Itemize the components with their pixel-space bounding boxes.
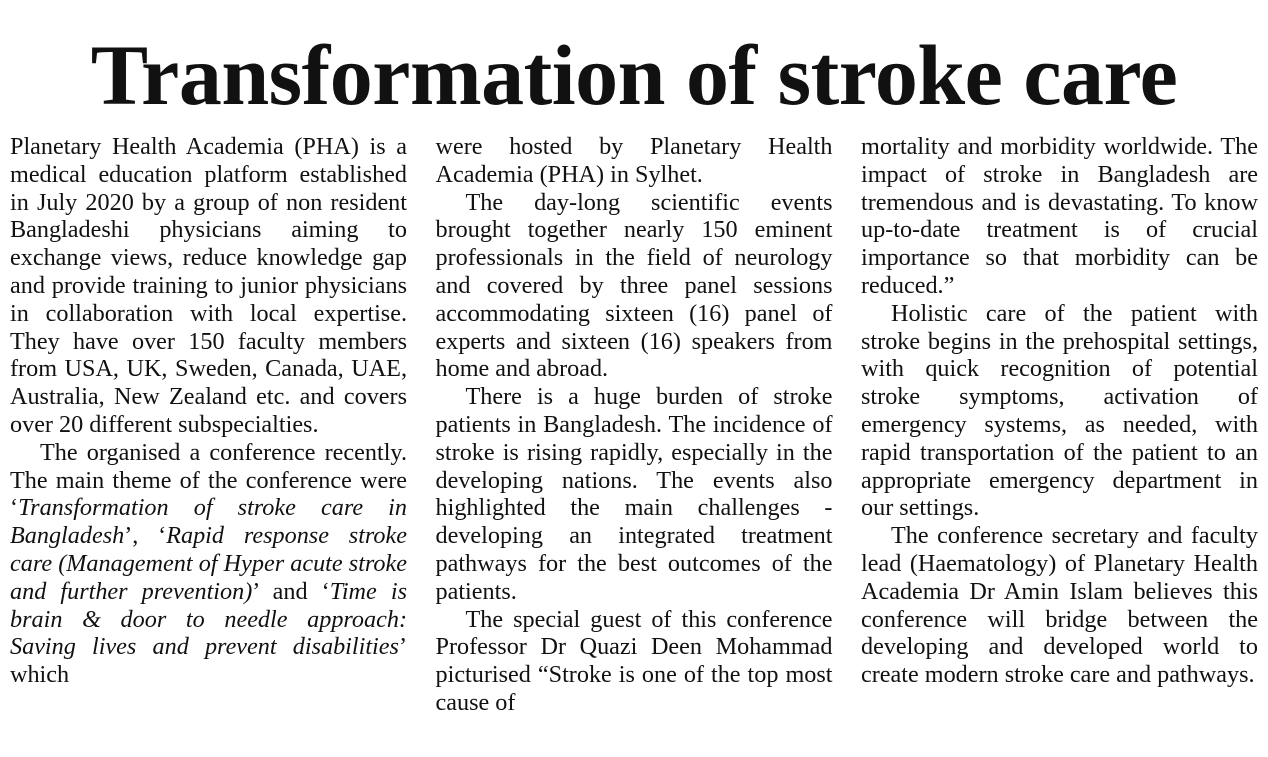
paragraph-burden: There is a huge burden of stroke patients in Bangladesh. The incidence of stroke is rising rapidly, especially in the developing nations. The events also highlighted the main challenges - developing an integrated treatment pathways for the best outcomes of the patients. <box>435 383 833 605</box>
themes-lead: The organised a conference recently. The main theme of the conference were ‘ <box>10 438 407 522</box>
paragraph-hosted: were hosted by Planetary Health Academia (PHA) in Sylhet. <box>435 133 833 188</box>
paragraph-special-guest: The special guest of this conference Professor Dr Quazi Deen Mohammad picturised “Stroke is one of the top most cause of <box>435 605 833 716</box>
column-1 <box>10 133 407 753</box>
paragraph-pha-intro: Planetary Health Academia (PHA) is a medical education platform established in July 2020 by a group of non resident Bangladeshi physicians aiming to exchange views, reduce knowledge gap and provide training to junior physicians in collaboration with local expertise. They have over 150 faculty members from USA, UK, Sweden, Canada, UAE, Australia, New Zealand etc. and covers over 20 different subspecialties. <box>10 133 407 438</box>
themes-separator-1: ’, ‘ <box>124 522 167 550</box>
paragraph-holistic-care: Holistic care of the patient with stroke begins in the prehospital settings, with quick recognition of potential stroke symptoms, activation of emergency systems, as needed, with rapid transportation of the patient to an appropriate emergency department in our settings. <box>861 299 1258 522</box>
theme-2: Rapid response stroke care (Management of Hyper acute stroke and further prevention) <box>10 522 407 605</box>
headline: Transformation of stroke care <box>90 27 1178 123</box>
themes-separator-2: ’ and ‘ <box>252 577 330 605</box>
column-2 <box>436 133 833 753</box>
theme-1: Transformation of stroke care in Bangladesh <box>10 494 407 550</box>
paragraph-mortality: mortality and morbidity worldwide. The impact of stroke in Bangladesh are tremendous and is devastating. To know up-to-date treatment is of crucial importance so that morbidity can be reduced.” <box>861 133 1258 299</box>
paragraph-conference-themes <box>10 439 407 689</box>
article-body <box>10 133 1258 753</box>
themes-tail: ’ which <box>10 633 407 689</box>
paragraph-events: The day-long scientific events brought together nearly 150 eminent professionals in the field of neurology and covered by three panel sessions accommodating sixteen (16) panel of experts and sixteen (16) speakers from home and abroad. <box>435 188 833 383</box>
theme-3: Time is brain & door to needle approach: Saving lives and prevent disabilities <box>10 577 407 661</box>
column-3 <box>861 133 1258 753</box>
paragraph-secretary: The conference secretary and faculty lead (Haematology) of Planetary Health Academia Dr Amin Islam believes this conference will bridge between the developing and developed world to create modern stroke care and pathways. <box>861 522 1258 689</box>
